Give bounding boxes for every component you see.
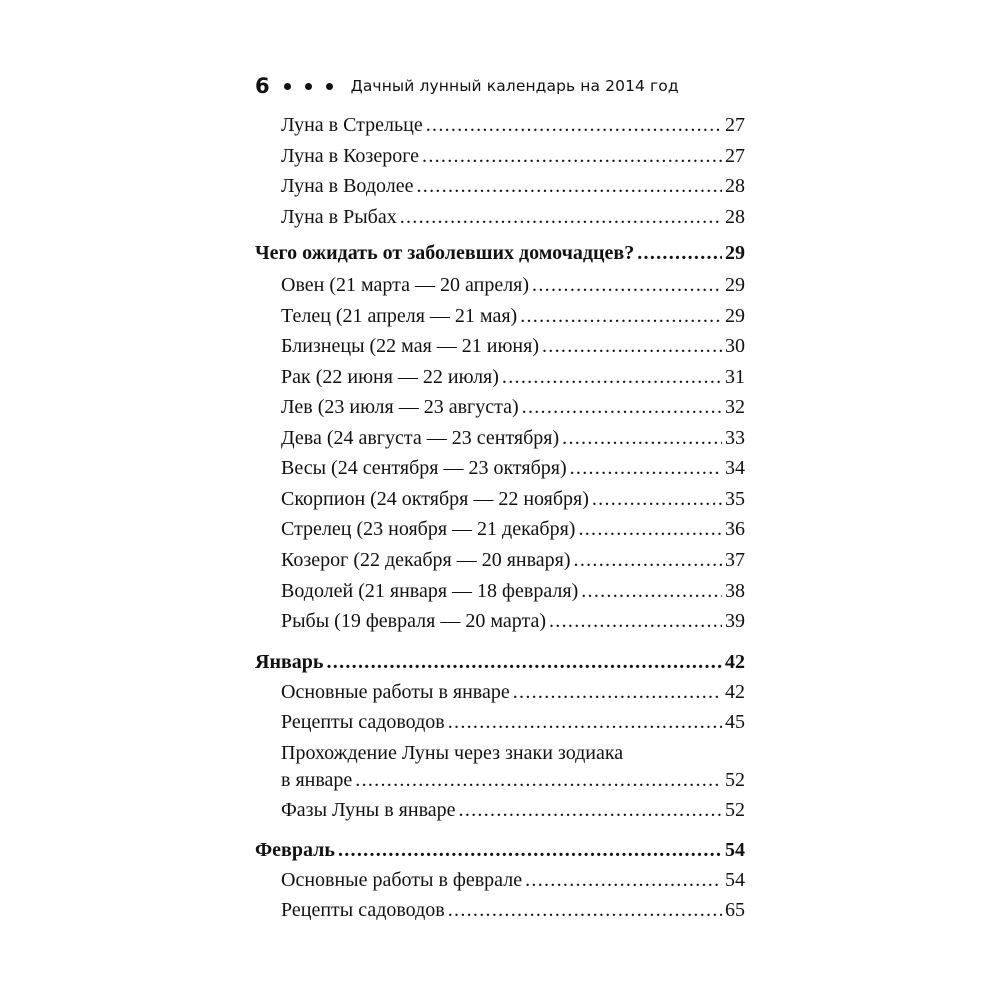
toc-section-label: Чего ожидать от заболевших домочадцев? <box>255 242 635 264</box>
ornament-dots-icon <box>284 83 333 90</box>
dot-leader <box>422 143 722 169</box>
toc-entry-label: Овен (21 марта — 20 апреля) <box>281 274 530 296</box>
toc-section-heading[interactable] <box>255 649 745 675</box>
toc-entry[interactable] <box>281 364 745 390</box>
toc-entry-page: 52 <box>725 769 745 791</box>
toc-entry-label: Луна в Стрельце <box>281 114 423 136</box>
dot-leader <box>542 333 722 359</box>
toc-section-heading[interactable] <box>255 240 745 266</box>
toc-entry[interactable] <box>281 204 745 230</box>
toc-entry-label: Близнецы (22 мая — 21 июня) <box>281 335 539 357</box>
toc-entry-page: 33 <box>725 427 745 449</box>
toc-entry-page: 36 <box>725 518 745 540</box>
dot-leader <box>513 679 722 705</box>
dot-leader <box>570 455 722 481</box>
dot-leader <box>562 425 722 451</box>
dot-leader <box>637 240 722 266</box>
toc-entry[interactable] <box>281 333 745 359</box>
toc-entry-page: 30 <box>725 335 745 357</box>
toc-entry-page: 29 <box>725 274 745 296</box>
toc-section-label: Февраль <box>255 839 335 861</box>
toc-entry[interactable] <box>281 578 745 604</box>
toc-entry-page: 28 <box>725 206 745 228</box>
toc-entry[interactable] <box>281 455 745 481</box>
toc-entry-label: Телец (21 апреля — 21 мая) <box>281 305 518 327</box>
dot-leader <box>549 608 722 634</box>
toc-section-page: 54 <box>725 839 745 861</box>
toc-section-page: 29 <box>725 242 745 264</box>
dot-leader <box>581 578 722 604</box>
toc-entry-page: 42 <box>725 681 745 703</box>
toc-entry-label: Фазы Луны в январе <box>281 799 456 821</box>
dot-leader <box>502 364 722 390</box>
dot-leader <box>592 486 722 512</box>
toc-entry-page: 28 <box>725 175 745 197</box>
toc-entry[interactable] <box>281 272 745 298</box>
toc-entry-label: Лев (23 июля — 23 августа) <box>281 396 519 418</box>
toc-entry[interactable] <box>281 709 745 735</box>
dot-leader <box>448 709 722 735</box>
toc-entry-page: 39 <box>725 610 745 632</box>
toc-entry-label-line1[interactable]: Прохождение Луны через знаки зодиака <box>281 742 624 764</box>
toc-entry-page: 37 <box>725 549 745 571</box>
toc-entry[interactable] <box>281 797 745 823</box>
toc-entry-label: Рыбы (19 февраля — 20 марта) <box>281 610 546 632</box>
toc-entry-page: 35 <box>725 488 745 510</box>
toc-entry-label: Рецепты садоводов <box>281 711 445 733</box>
toc-entry[interactable] <box>281 547 745 573</box>
toc-entry-label: Козерог (22 декабря — 20 января) <box>281 549 571 571</box>
dot-leader <box>459 797 722 823</box>
toc-entry-label: Рецепты садоводов <box>281 899 445 921</box>
toc-section-page: 42 <box>725 651 745 673</box>
toc-entry[interactable] <box>281 303 745 329</box>
toc-entry-page: 38 <box>725 580 745 602</box>
page-number: 6 <box>255 74 270 98</box>
toc-entry-page: 29 <box>725 305 745 327</box>
toc-entry-page: 54 <box>725 869 745 891</box>
toc-entry[interactable] <box>281 608 745 634</box>
dot-leader <box>355 767 722 793</box>
toc-entry[interactable] <box>281 867 745 893</box>
toc-entry-page: 45 <box>725 711 745 733</box>
dot-leader <box>400 204 722 230</box>
dot-leader <box>578 516 722 542</box>
dot-leader <box>522 394 722 420</box>
toc-entry-page: 27 <box>725 114 745 136</box>
toc-entry[interactable] <box>281 516 745 542</box>
dot-leader <box>574 547 722 573</box>
toc-entry-page: 34 <box>725 457 745 479</box>
toc-entry-page: 32 <box>725 396 745 418</box>
toc-entry-label: Луна в Рыбах <box>281 206 397 228</box>
dot-leader <box>525 867 722 893</box>
toc-entry-label: Весы (24 сентября — 23 октября) <box>281 457 567 479</box>
toc-section-label: Январь <box>255 651 324 673</box>
toc-entry-label: Основные работы в феврале <box>281 869 523 891</box>
dot-leader <box>520 303 722 329</box>
book-title: Дачный лунный календарь на 2014 год <box>350 77 679 95</box>
toc-entry-label: Скорпион (24 октября — 22 ноября) <box>281 488 589 510</box>
dot-leader <box>326 649 722 675</box>
toc-entry[interactable] <box>281 425 745 451</box>
toc-entry-label: Луна в Козероге <box>281 145 420 167</box>
running-head <box>255 70 679 102</box>
toc-entry[interactable] <box>281 767 745 793</box>
toc-entry-page: 27 <box>725 145 745 167</box>
toc-entry-label: Стрелец (23 ноября — 21 декабря) <box>281 518 576 540</box>
toc-entry[interactable] <box>281 173 745 199</box>
toc-entry[interactable] <box>281 486 745 512</box>
toc-entry-label: в январе <box>281 769 353 791</box>
toc-entry-label: Основные работы в январе <box>281 681 510 703</box>
toc-entry[interactable] <box>281 897 745 923</box>
dot-leader <box>426 112 722 138</box>
toc-entry-label: Рак (22 июня — 22 июля) <box>281 366 499 388</box>
dot-leader <box>417 173 723 199</box>
toc-entry-label: Дева (24 августа — 23 сентября) <box>281 427 560 449</box>
toc-entry-page: 65 <box>725 899 745 921</box>
toc-entry[interactable] <box>281 394 745 420</box>
dot-leader <box>448 897 722 923</box>
toc-entry[interactable] <box>281 143 745 169</box>
toc-entry[interactable] <box>281 679 745 705</box>
toc-section-heading[interactable] <box>255 837 745 863</box>
toc-entry-label: Луна в Водолее <box>281 175 414 197</box>
toc-entry-label: Водолей (21 января — 18 февраля) <box>281 580 579 602</box>
toc-entry-page: 52 <box>725 799 745 821</box>
toc-entry[interactable] <box>281 112 745 138</box>
dot-leader <box>338 837 722 863</box>
toc-entry-page: 31 <box>725 366 745 388</box>
dot-leader <box>532 272 722 298</box>
